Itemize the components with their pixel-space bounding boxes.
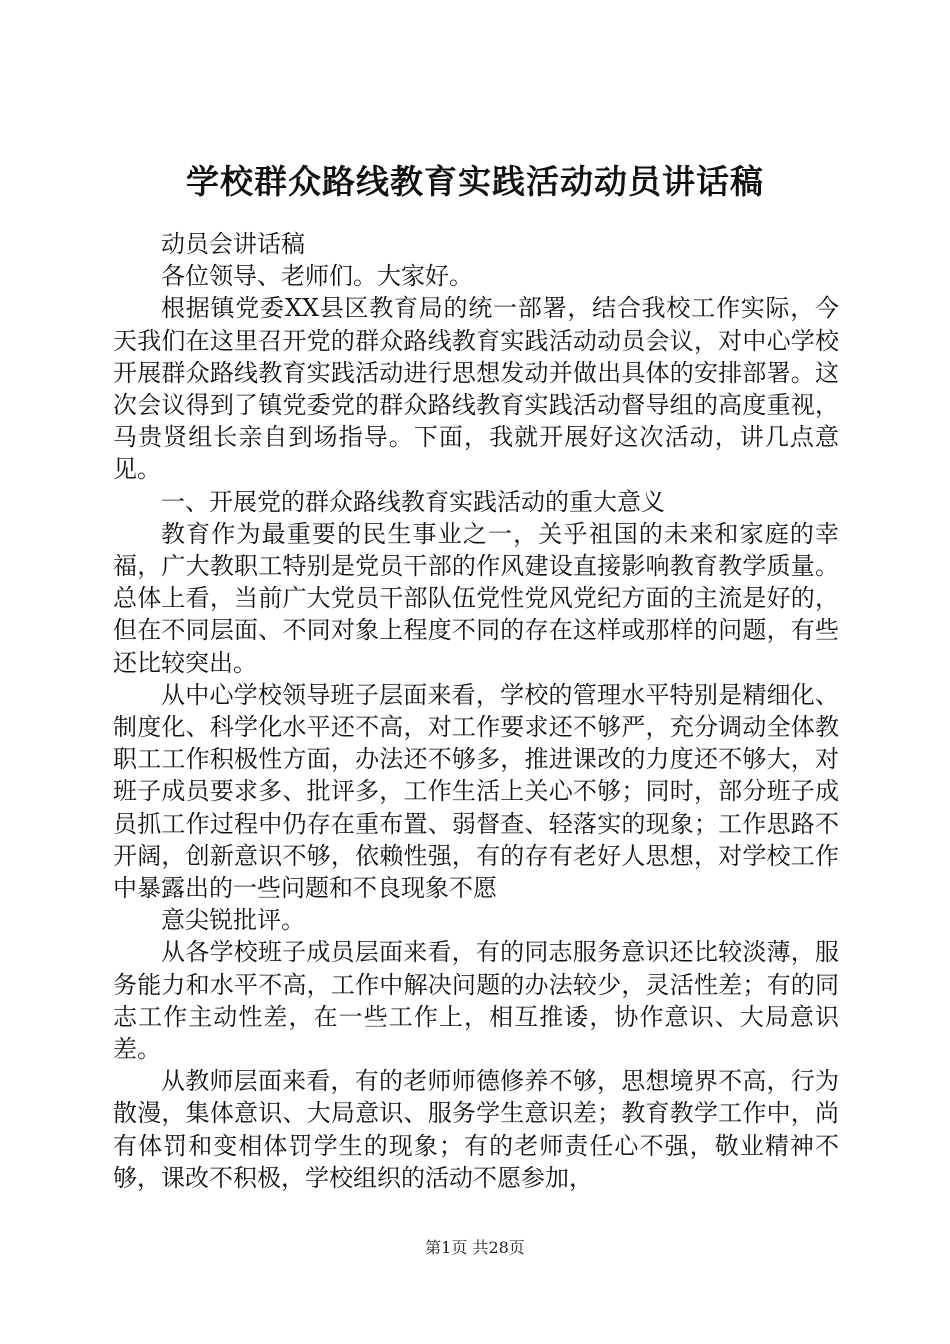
page-number-footer: 第1页 共28页 (425, 1238, 525, 1257)
section-heading-1: 一、开展党的群众路线教育实践活动的重大意义 (161, 487, 665, 516)
paragraph-greeting: 各位领导、老师们。大家好。 (161, 262, 473, 291)
paragraph-continuation: 意尖锐批评。 (161, 906, 305, 935)
paragraph-team-members: 从各学校班子成员层面来看，有的同志服务意识还比较淡薄，服务能力和水平不高，工作中解决问题的办法较少，灵活性差；有的同志工作主动性差，在一些工作上，相互推诿，协作意识、大局意识差。 (113, 938, 839, 1064)
paragraph-intro: 根据镇党委XX县区教育局的统一部署，结合我校工作实际，今天我们在这里召开党的群众路线教育实践活动动员会议，对中心学校开展群众路线教育实践活动进行思想发动并做出具体的安排部署。这次会议得到了镇党委党的群众路线教育实践活动督导组的高度重视，马贵贤组长亲自到场指导。下面，我就开展好这次活动，讲几点意见。 (113, 294, 839, 484)
paragraph-subtitle: 动员会讲话稿 (161, 230, 305, 258)
paragraph-significance: 教育作为最重要的民生事业之一，关乎祖国的未来和家庭的幸福，广大教职工特别是党员干部的作风建设直接影响教育教学质量。总体上看，当前广大党员干部队伍党性党风党纪方面的主流是好的，但在不同层面、不同对象上程度不同的存在这样或那样的问题，有些还比较突出。 (113, 519, 839, 677)
paragraph-leadership: 从中心学校领导班子层面来看，学校的管理水平特别是精细化、制度化、科学化水平还不高，对工作要求还不够严，充分调动全体教职工工作积极性方面，办法还不够多，推进课改的力度还不够大，对班子成员要求多、批评多，工作生活上关心不够；同时，部分班子成员抓工作过程中仍存在重布置、弱督查、轻落实的现象；工作思路不开阔，创新意识不够，依赖性强，有的存有老好人思想，对学校工作中暴露出的一些问题和不良现象不愿 (113, 680, 839, 903)
paragraph-teachers: 从教师层面来看，有的老师师德修养不够，思想境界不高，行为散漫，集体意识、大局意识、服务学生意识差；教育教学工作中，尚有体罚和变相体罚学生的现象；有的老师责任心不强，敬业精神不够，课改不积极，学校组织的活动不愿参加， (113, 1067, 839, 1192)
document-body (113, 228, 839, 1194)
document-title: 学校群众路线教育实践活动动员讲话稿 (186, 162, 764, 201)
